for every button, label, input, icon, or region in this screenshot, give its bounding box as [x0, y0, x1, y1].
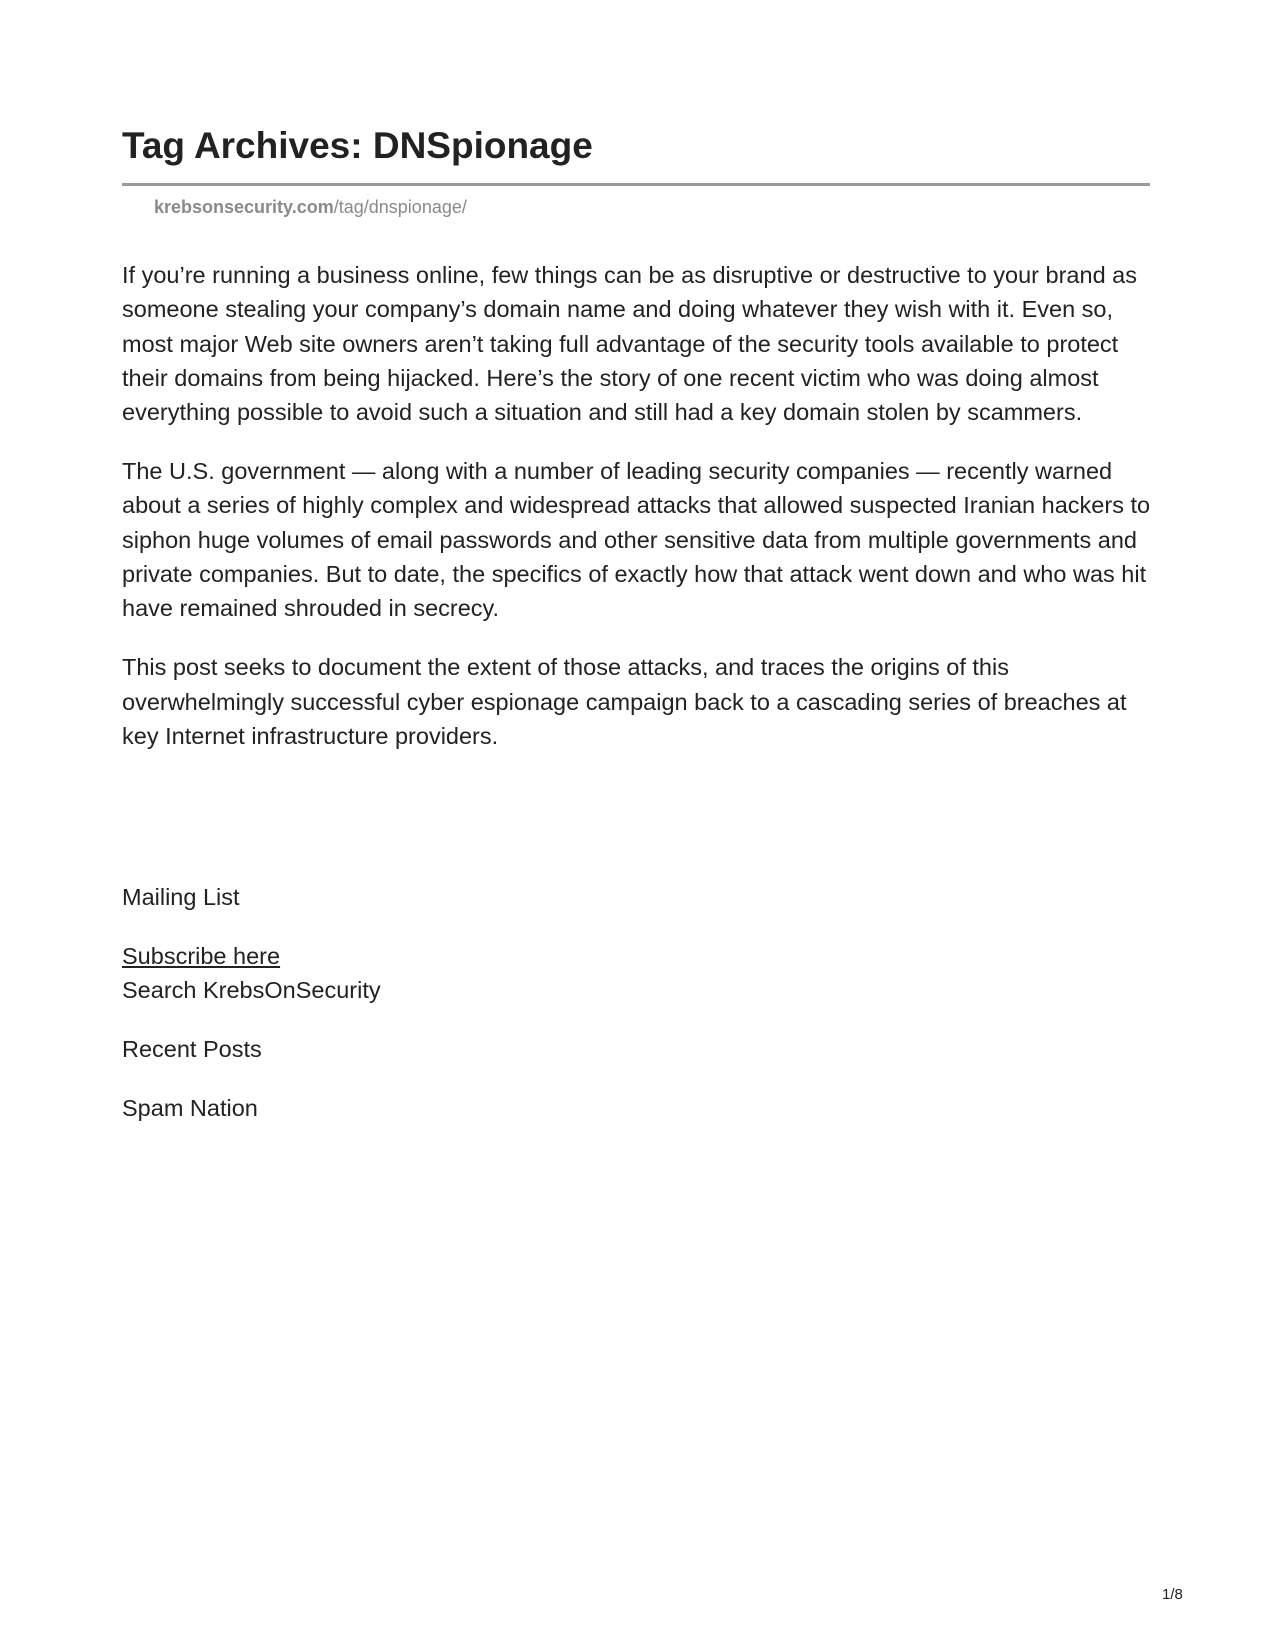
recent-posts-heading: Recent Posts	[122, 1036, 262, 1062]
subscribe-block	[122, 939, 1022, 1007]
source-url-domain: krebsonsecurity.com	[154, 197, 334, 217]
article-paragraph: This post seeks to document the extent of those attacks, and traces the origins of this overwhelmingly successful cyber espionage campaign back to a cascading series of breaches at key Internet infrastructure providers.	[122, 654, 1127, 749]
spam-nation-heading: Spam Nation	[122, 1095, 258, 1121]
source-url-path: /tag/dnspionage/	[333, 197, 467, 217]
page-number: 1/8	[1162, 1586, 1183, 1603]
source-url	[154, 196, 467, 218]
sidebar	[122, 880, 1022, 1150]
search-heading: Search KrebsOnSecurity	[122, 977, 381, 1003]
article-paragraph: The U.S. government — along with a number of leading security companies — recently warned about a series of highly complex and widespread attacks that allowed suspected Iranian hackers to siphon huge volumes of email passwords and other sensitive data from multiple governments and private companies. But to date, the specifics of exactly how that attack went down and who was hit have remained shrouded in secrecy.	[122, 458, 1151, 622]
subscribe-link[interactable]: Subscribe here	[122, 943, 281, 969]
article-paragraph: If you’re running a business online, few things can be as disruptive or destructive to your brand as someone stealing your company’s domain name and doing whatever they wish with it. Even so, most major Web site owners aren’t taking full advantage of the security tools available to protect their domains from being hijacked. Here’s the story of one recent victim who was doing almost everything possible to avoid such a situation and still had a key domain stolen by scammers.	[122, 262, 1137, 426]
title-divider	[122, 183, 1150, 186]
mailing-list-heading: Mailing List	[122, 884, 240, 910]
page-title: Tag Archives: DNSpionage	[122, 125, 593, 166]
article-body	[122, 258, 1152, 778]
